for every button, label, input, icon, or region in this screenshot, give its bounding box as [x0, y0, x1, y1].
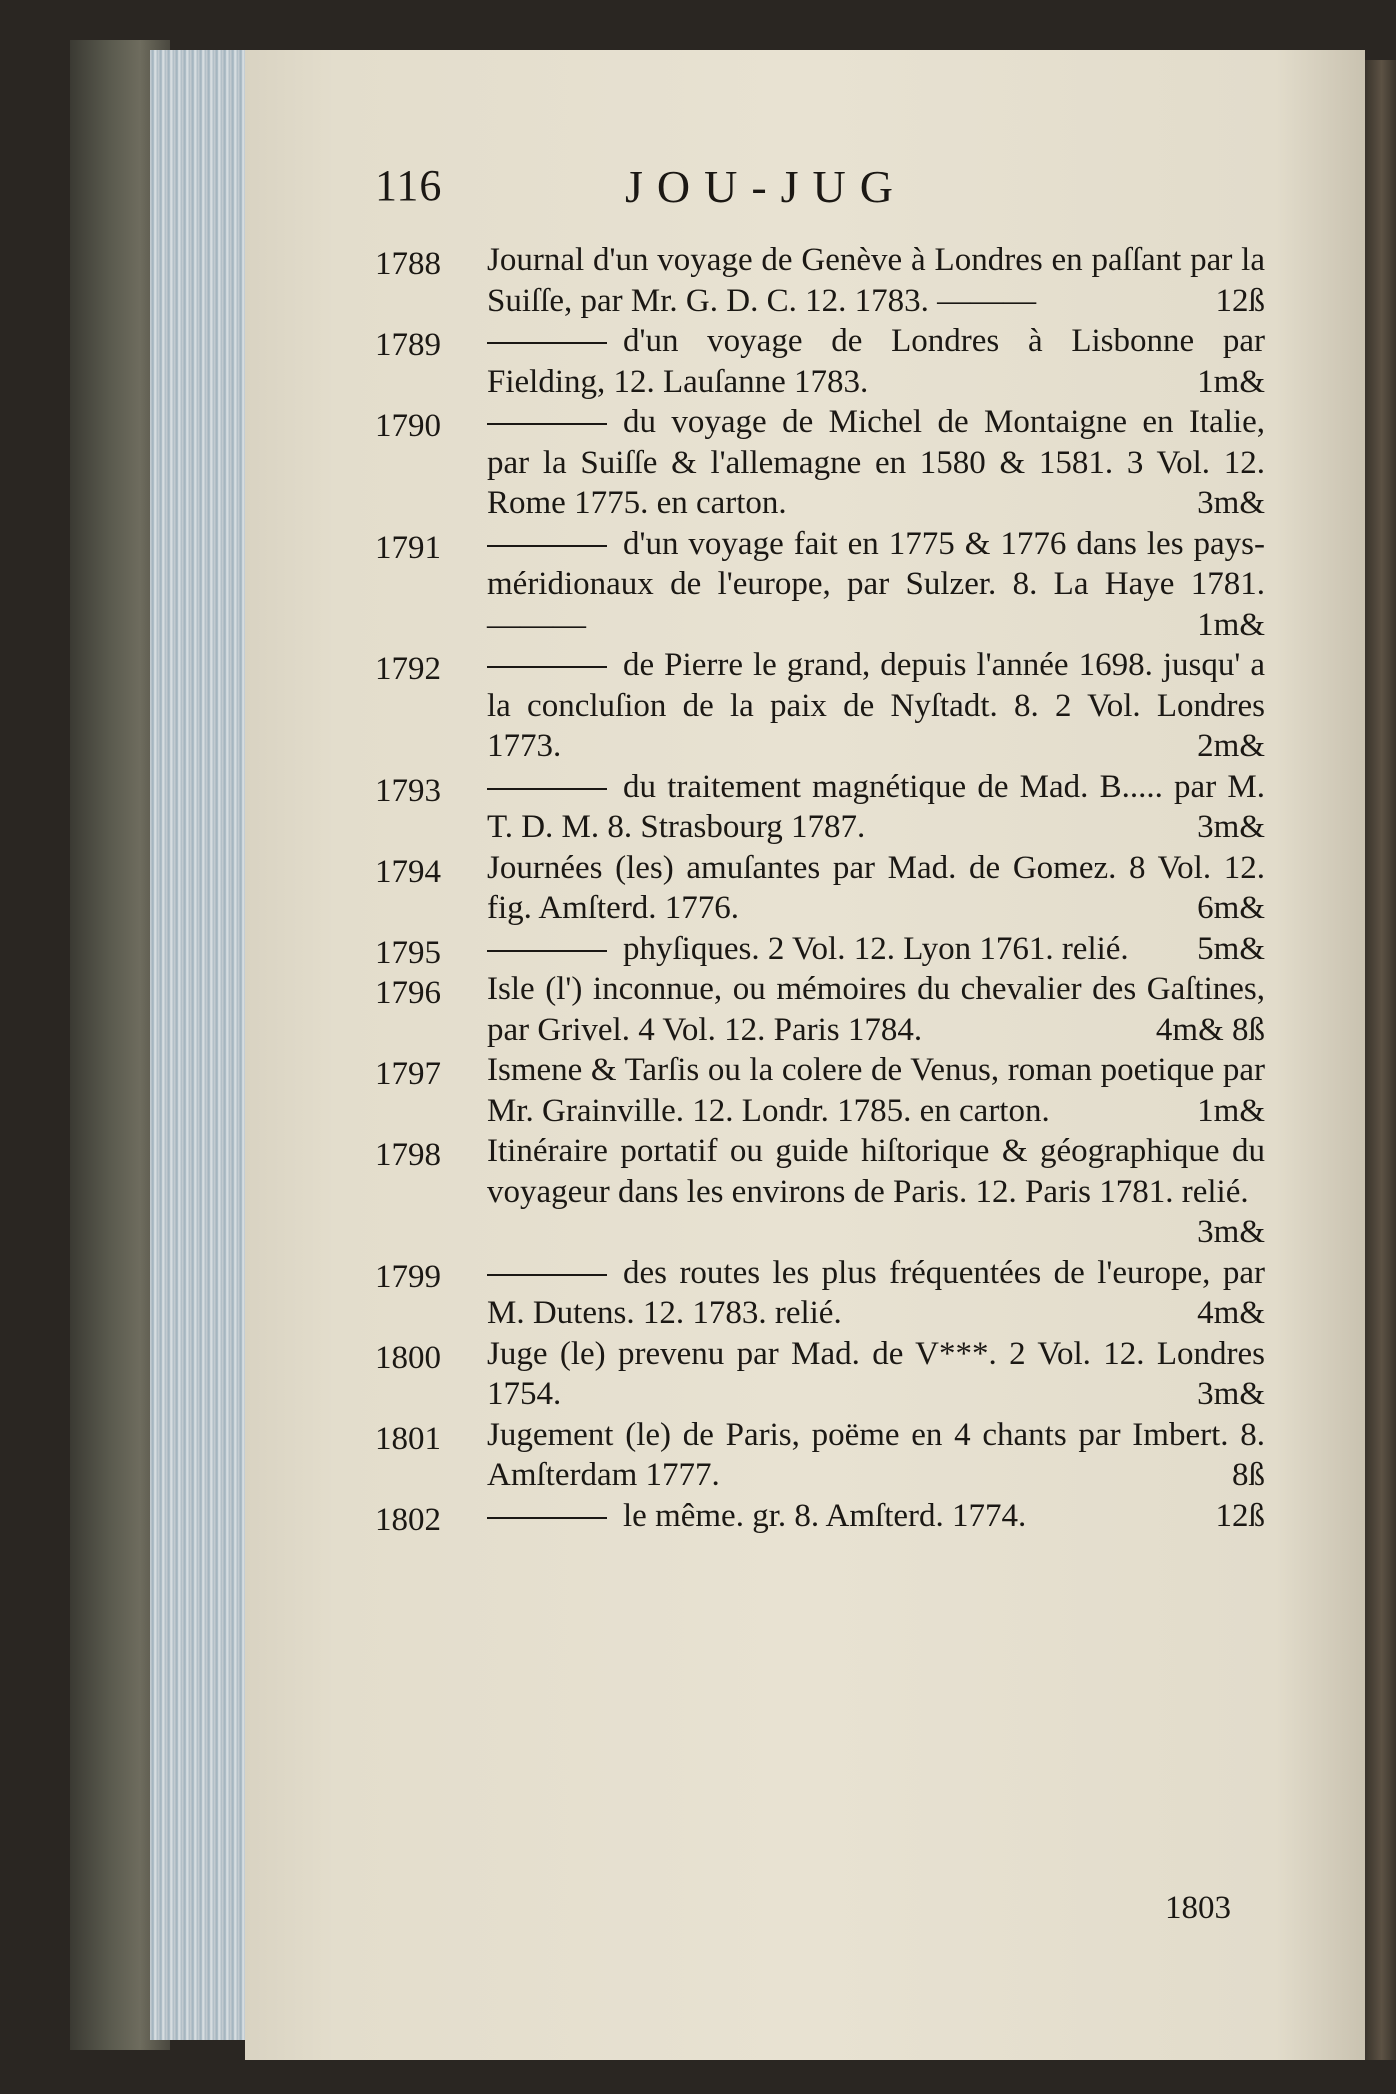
entry-price: 8ß	[1232, 1457, 1265, 1493]
entry-number: 1789	[375, 327, 441, 363]
catalogue-entry	[375, 767, 1265, 848]
entry-number: 1793	[375, 772, 441, 809]
entry-number: 1791	[375, 529, 441, 566]
entry-text: phyſiques. 2 Vol. 12. Lyon 1761. relié.	[623, 930, 1129, 967]
entry-price: 3m&	[1197, 809, 1265, 845]
entry-number: 1797	[375, 1056, 441, 1092]
entry-text: des routes les plus fréquentées de l'europe, par M. Dutens. 12. 1783. relié.	[487, 1254, 1265, 1331]
entry-text: d'un voyage fait en 1775 & 1776 dans les pays-méridionaux de l'europe, par Sulzer. 8. La Haye 1781. ———	[487, 525, 1265, 643]
ditto-dash	[487, 788, 607, 790]
catalogue-entry	[375, 1415, 1265, 1496]
entry-text: le même. gr. 8. Amſterd. 1774.	[623, 1497, 1027, 1534]
entry-number: 1801	[375, 1420, 441, 1457]
entry-text: Jugement (le) de Paris, poëme en 4 chants par Imbert. 8. Amſterdam 1777.	[487, 1416, 1265, 1493]
entry-text: Isle (l') inconnue, ou mémoires du chevalier des Gaſtines, par Grivel. 4 Vol. 12. Paris 1784.	[487, 971, 1265, 1048]
entry-price: 6m&	[1197, 890, 1265, 926]
ditto-dash	[487, 1517, 607, 1519]
entry-text: Ismene & Tarſis ou la colere de Venus, roman poetique par Mr. Grainville. 12. Londr. 1785. en carton.	[487, 1052, 1265, 1129]
entry-number: 1798	[375, 1137, 441, 1173]
catalogue-entry	[375, 848, 1265, 929]
catalogue-entry	[375, 929, 1265, 970]
ditto-dash	[487, 950, 607, 952]
entry-price: 12ß	[1215, 282, 1265, 319]
ditto-dash	[487, 342, 607, 344]
entry-price: 3m&	[1197, 1376, 1265, 1412]
catalogue-entry	[375, 524, 1265, 646]
entry-price: 2m&	[1197, 728, 1265, 764]
catalogue-entry	[375, 1253, 1265, 1334]
entry-price: 1m&	[1197, 363, 1265, 400]
entry-price: 4m&	[1197, 1295, 1265, 1331]
catalogue-entry	[375, 645, 1265, 767]
entry-number: 1800	[375, 1339, 441, 1376]
entry-text: du voyage de Michel de Montaigne en Italie, par la Suiſſe & l'allemagne en 1580 & 1581. 3 Vol. 12. Rome 1775. en carton.	[487, 404, 1265, 521]
entry-number: 1802	[375, 1501, 441, 1538]
entry-text: Itinéraire portatif ou guide hiſtorique & géographique du voyageur dans les environs de Paris. 12. Paris 1781. relié.	[487, 1133, 1265, 1210]
entry-text: de Pierre le grand, depuis l'année 1698. jusqu' a la concluſion de la paix de Nyſtadt. 8. 2 Vol. Londres 1773.	[487, 647, 1265, 764]
running-title: JOU-JUG	[625, 161, 907, 212]
catalogue-entry	[375, 1334, 1265, 1415]
catalogue-entries	[375, 240, 1265, 1536]
entry-price: 3m&	[1197, 485, 1265, 521]
entry-number: 1794	[375, 853, 441, 890]
catalogue-entry	[375, 321, 1265, 402]
entry-text: du traitement magnétique de Mad. B..... par M. T. D. M. 8. Strasbourg 1787.	[487, 768, 1265, 845]
catalogue-entry	[375, 1131, 1265, 1253]
catalogue-entry	[375, 1050, 1265, 1131]
catalogue-entry	[375, 969, 1265, 1050]
entry-price: 1m&	[1197, 1092, 1265, 1129]
page-number: 116	[375, 161, 443, 210]
entry-price: 3m&	[1197, 1214, 1265, 1250]
entry-text: Journées (les) amuſantes par Mad. de Gomez. 8 Vol. 12. fig. Amſterd. 1776.	[487, 849, 1265, 926]
entry-price: 12ß	[1215, 1497, 1265, 1534]
catchword: 1803	[1165, 1890, 1231, 1926]
entry-number: 1788	[375, 246, 441, 282]
page-header	[375, 160, 1175, 230]
entry-number: 1795	[375, 934, 441, 971]
entry-number: 1790	[375, 408, 441, 444]
entry-text: Journal d'un voyage de Genève à Londres en paſſant par la Suiſſe, par Mr. G. D. C. 12. 1783. ———	[487, 242, 1265, 319]
ditto-dash	[487, 545, 607, 547]
ditto-dash	[487, 423, 607, 425]
entry-text: Juge (le) prevenu par Mad. de V***. 2 Vol. 12. Londres 1754.	[487, 1335, 1265, 1412]
page-stack-edge	[150, 50, 250, 2040]
entry-number: 1799	[375, 1258, 441, 1295]
book-cover-right	[1360, 60, 1396, 2060]
catalogue-entry	[375, 240, 1265, 321]
entry-number: 1792	[375, 651, 441, 687]
entry-price: 1m&	[1197, 606, 1265, 643]
entry-number: 1796	[375, 975, 441, 1011]
ditto-dash	[487, 666, 607, 668]
catalogue-entry	[375, 1496, 1265, 1537]
entry-price: 4m& 8ß	[1155, 1011, 1265, 1048]
book-page	[245, 50, 1365, 2060]
ditto-dash	[487, 1274, 607, 1276]
catalogue-entry	[375, 402, 1265, 524]
entry-text: d'un voyage de Londres à Lisbonne par Fielding, 12. Lauſanne 1783.	[487, 323, 1265, 400]
entry-price: 5m&	[1197, 930, 1265, 967]
